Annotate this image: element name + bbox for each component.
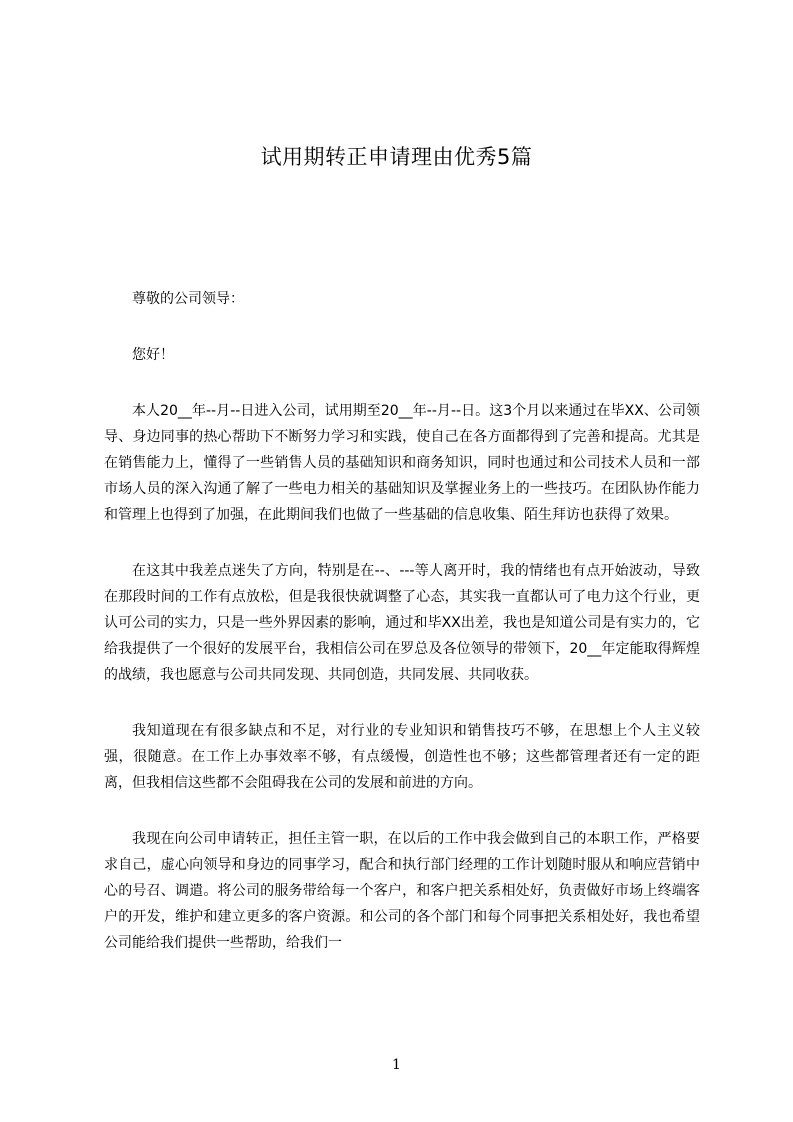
- paragraph-2: 在这其中我差点迷失了方向，特别是在--、---等人离开时，我的情绪也有点开始波动，导致在那段时间的工作有点放松，但是我很快就调整了心态，其实我一直都认可了电力这个行业，更认可公司的实力，只是一些外界因素的影响，通过和毕XX出差，我也是知道公司是有实力的，它给我提供了一个很好的发展平台，我相信公司在罗总及各位领导的带领下，20__年定能取得辉煌的战绩，我也愿意与公司共同发现、共同创造，共同发展、共同收获。: [104, 563, 700, 683]
- salutation: 尊敬的公司领导：: [132, 291, 244, 307]
- page-number: 1: [392, 1057, 401, 1073]
- paragraph-1: 本人20__年--月--日进入公司，试用期至20__年--月--日。这3个月以来通过在毕XX、公司领导、身边同事的热心帮助下不断努力学习和实践，使自己在各方面都得到了完善和提高。尤其是在销售能力上，懂得了一些销售人员的基础知识和商务知识，同时也通过和公司技术人员和一部市场人员的深入沟通了解了一些电力相关的基础知识及掌握业务上的一些技巧。在团队协作能力和管理上也得到了加强，在此期间我们也做了一些基础的信息收集、陌生拜访也获得了效果。: [104, 403, 700, 523]
- paragraph-3: 我知道现在有很多缺点和不足，对行业的专业知识和销售技巧不够，在思想上个人主义较强，很随意。在工作上办事效率不够，有点缓慢，创造性也不够；这些都管理者还有一定的距离，但我相信这些都不会阻碍我在公司的发展和前进的方向。: [104, 723, 700, 791]
- document-title: 试用期转正申请理由优秀5篇: [260, 145, 533, 169]
- document-body: [104, 286, 700, 986]
- paragraph-4: 我现在向公司申请转正，担任主管一职，在以后的工作中我会做到自己的本职工作，严格要求自己，虚心向领导和身边的同事学习，配合和执行部门经理的工作计划随时服从和响应营销中心的号召、调遣。将公司的服务带给每一个客户，和客户把关系相处好，负责做好市场上终端客户的开发，维护和建立更多的客户资源。和公司的各个部门和每个同事把关系相处好，我也希望公司能给我们提供一些帮助，给我们一: [104, 831, 700, 951]
- greeting: 您好！: [132, 347, 174, 363]
